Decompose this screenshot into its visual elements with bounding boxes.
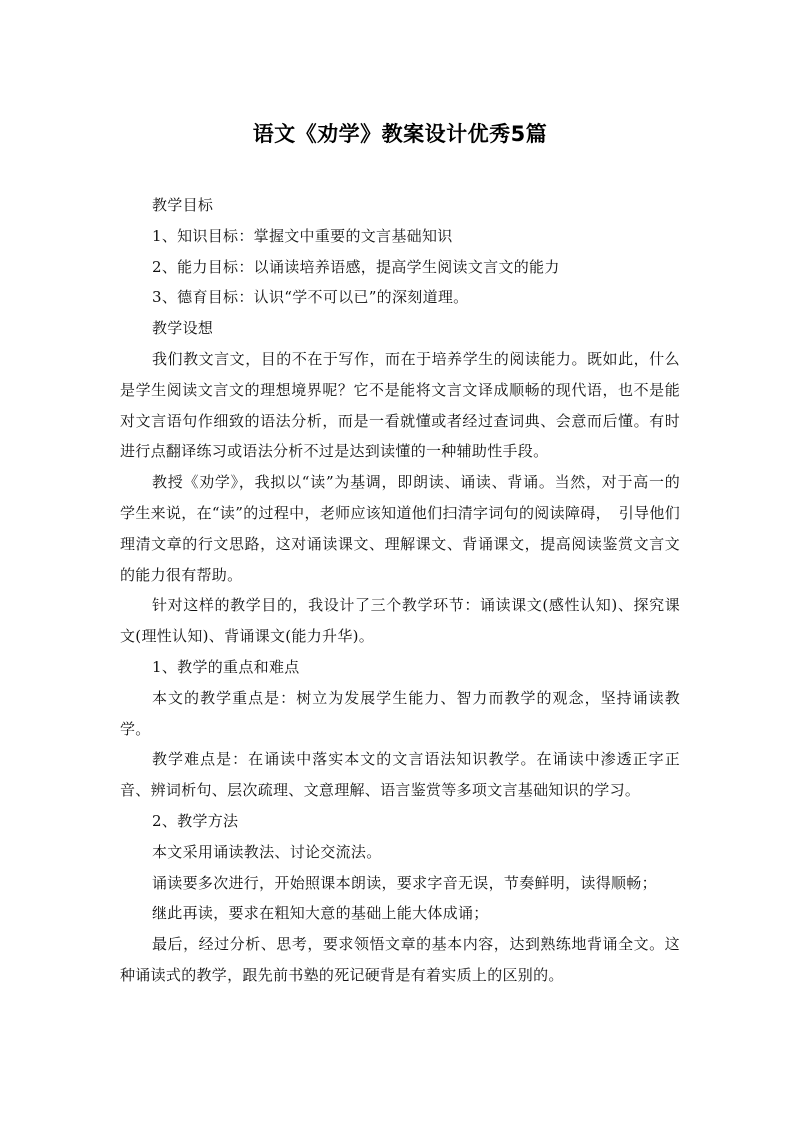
paragraph-teaching-goals-heading: 教学目标 (152, 196, 214, 214)
paragraph-ability-goal: 2、能力目标：以诵读培养语感，提高学生阅读文言文的能力 (152, 257, 560, 276)
paragraph-key-points-heading: 1、教学的重点和难点 (152, 657, 300, 676)
paragraph-teaching-design-heading: 教学设想 (152, 319, 214, 338)
paragraph-reading-ability: 我们教文言文，目的不在于写作，而在于培养学生的阅读能力。既如此，什么是学生阅读文言文的理想境界呢？它不是能将文言文译成顺畅的现代语，也不是能对文言语句作细致的语法分析，而是一看就懂或者经过查词典、会意而后懂。有时进行点翻译练习或语法分析不过是达到读懂的一种辅助性手段。 (120, 349, 680, 461)
paragraph-reading-second: 继此再读，要求在粗知大意的基础上能大体成诵； (152, 904, 489, 923)
paragraph-teaching-method-reading: 教授《劝学》，我拟以“读”为基调，即朗读、诵读、背诵。当然，对于高一的学生来说，在“读”的过程中，老师应该知道他们扫清字词句的阅读障碍， 引导他们理清文章的行文思路，这对诵读课文、理解课文、背诵课文，提高阅读鉴赏文言文的能力很有帮助。 (120, 473, 680, 584)
paragraph-methods-heading: 2、教学方法 (152, 811, 239, 830)
document-body (120, 190, 680, 991)
paragraph-key-point: 本文的教学重点是：树立为发展学生能力、智力而教学的观念，坚持诵读教学。 (120, 688, 680, 738)
paragraph-difficult-point: 教学难点是：在诵读中落实本文的文言语法知识教学。在诵读中渗透正字正音、辨词析句、层次疏理、文意理解、语言鉴赏等多项文言基础知识的学习。 (120, 750, 680, 800)
document-title: 语文《劝学》教案设计优秀5篇 (252, 122, 548, 146)
paragraph-methods-used: 本文采用诵读教法、讨论交流法。 (152, 842, 382, 861)
paragraph-three-steps: 针对这样的教学目的，我设计了三个教学环节：诵读课文(感性认知)、探究课文(理性认知)、背诵课文(能力升华)。 (120, 596, 680, 646)
paragraph-reading-first: 诵读要多次进行，开始照课本朗读，要求字音无误，节奏鲜明，读得顺畅； (152, 873, 657, 892)
paragraph-knowledge-goal: 1、知识目标：掌握文中重要的文言基础知识 (152, 226, 453, 245)
paragraph-moral-goal: 3、德育目标：认识“学不可以已”的深刻道理。 (152, 288, 469, 307)
paragraph-reading-final: 最后，经过分析、思考，要求领悟文章的基本内容，达到熟练地背诵全文。这种诵读式的教学，跟先前书塾的死记硬背是有着实质上的区别的。 (120, 935, 680, 984)
